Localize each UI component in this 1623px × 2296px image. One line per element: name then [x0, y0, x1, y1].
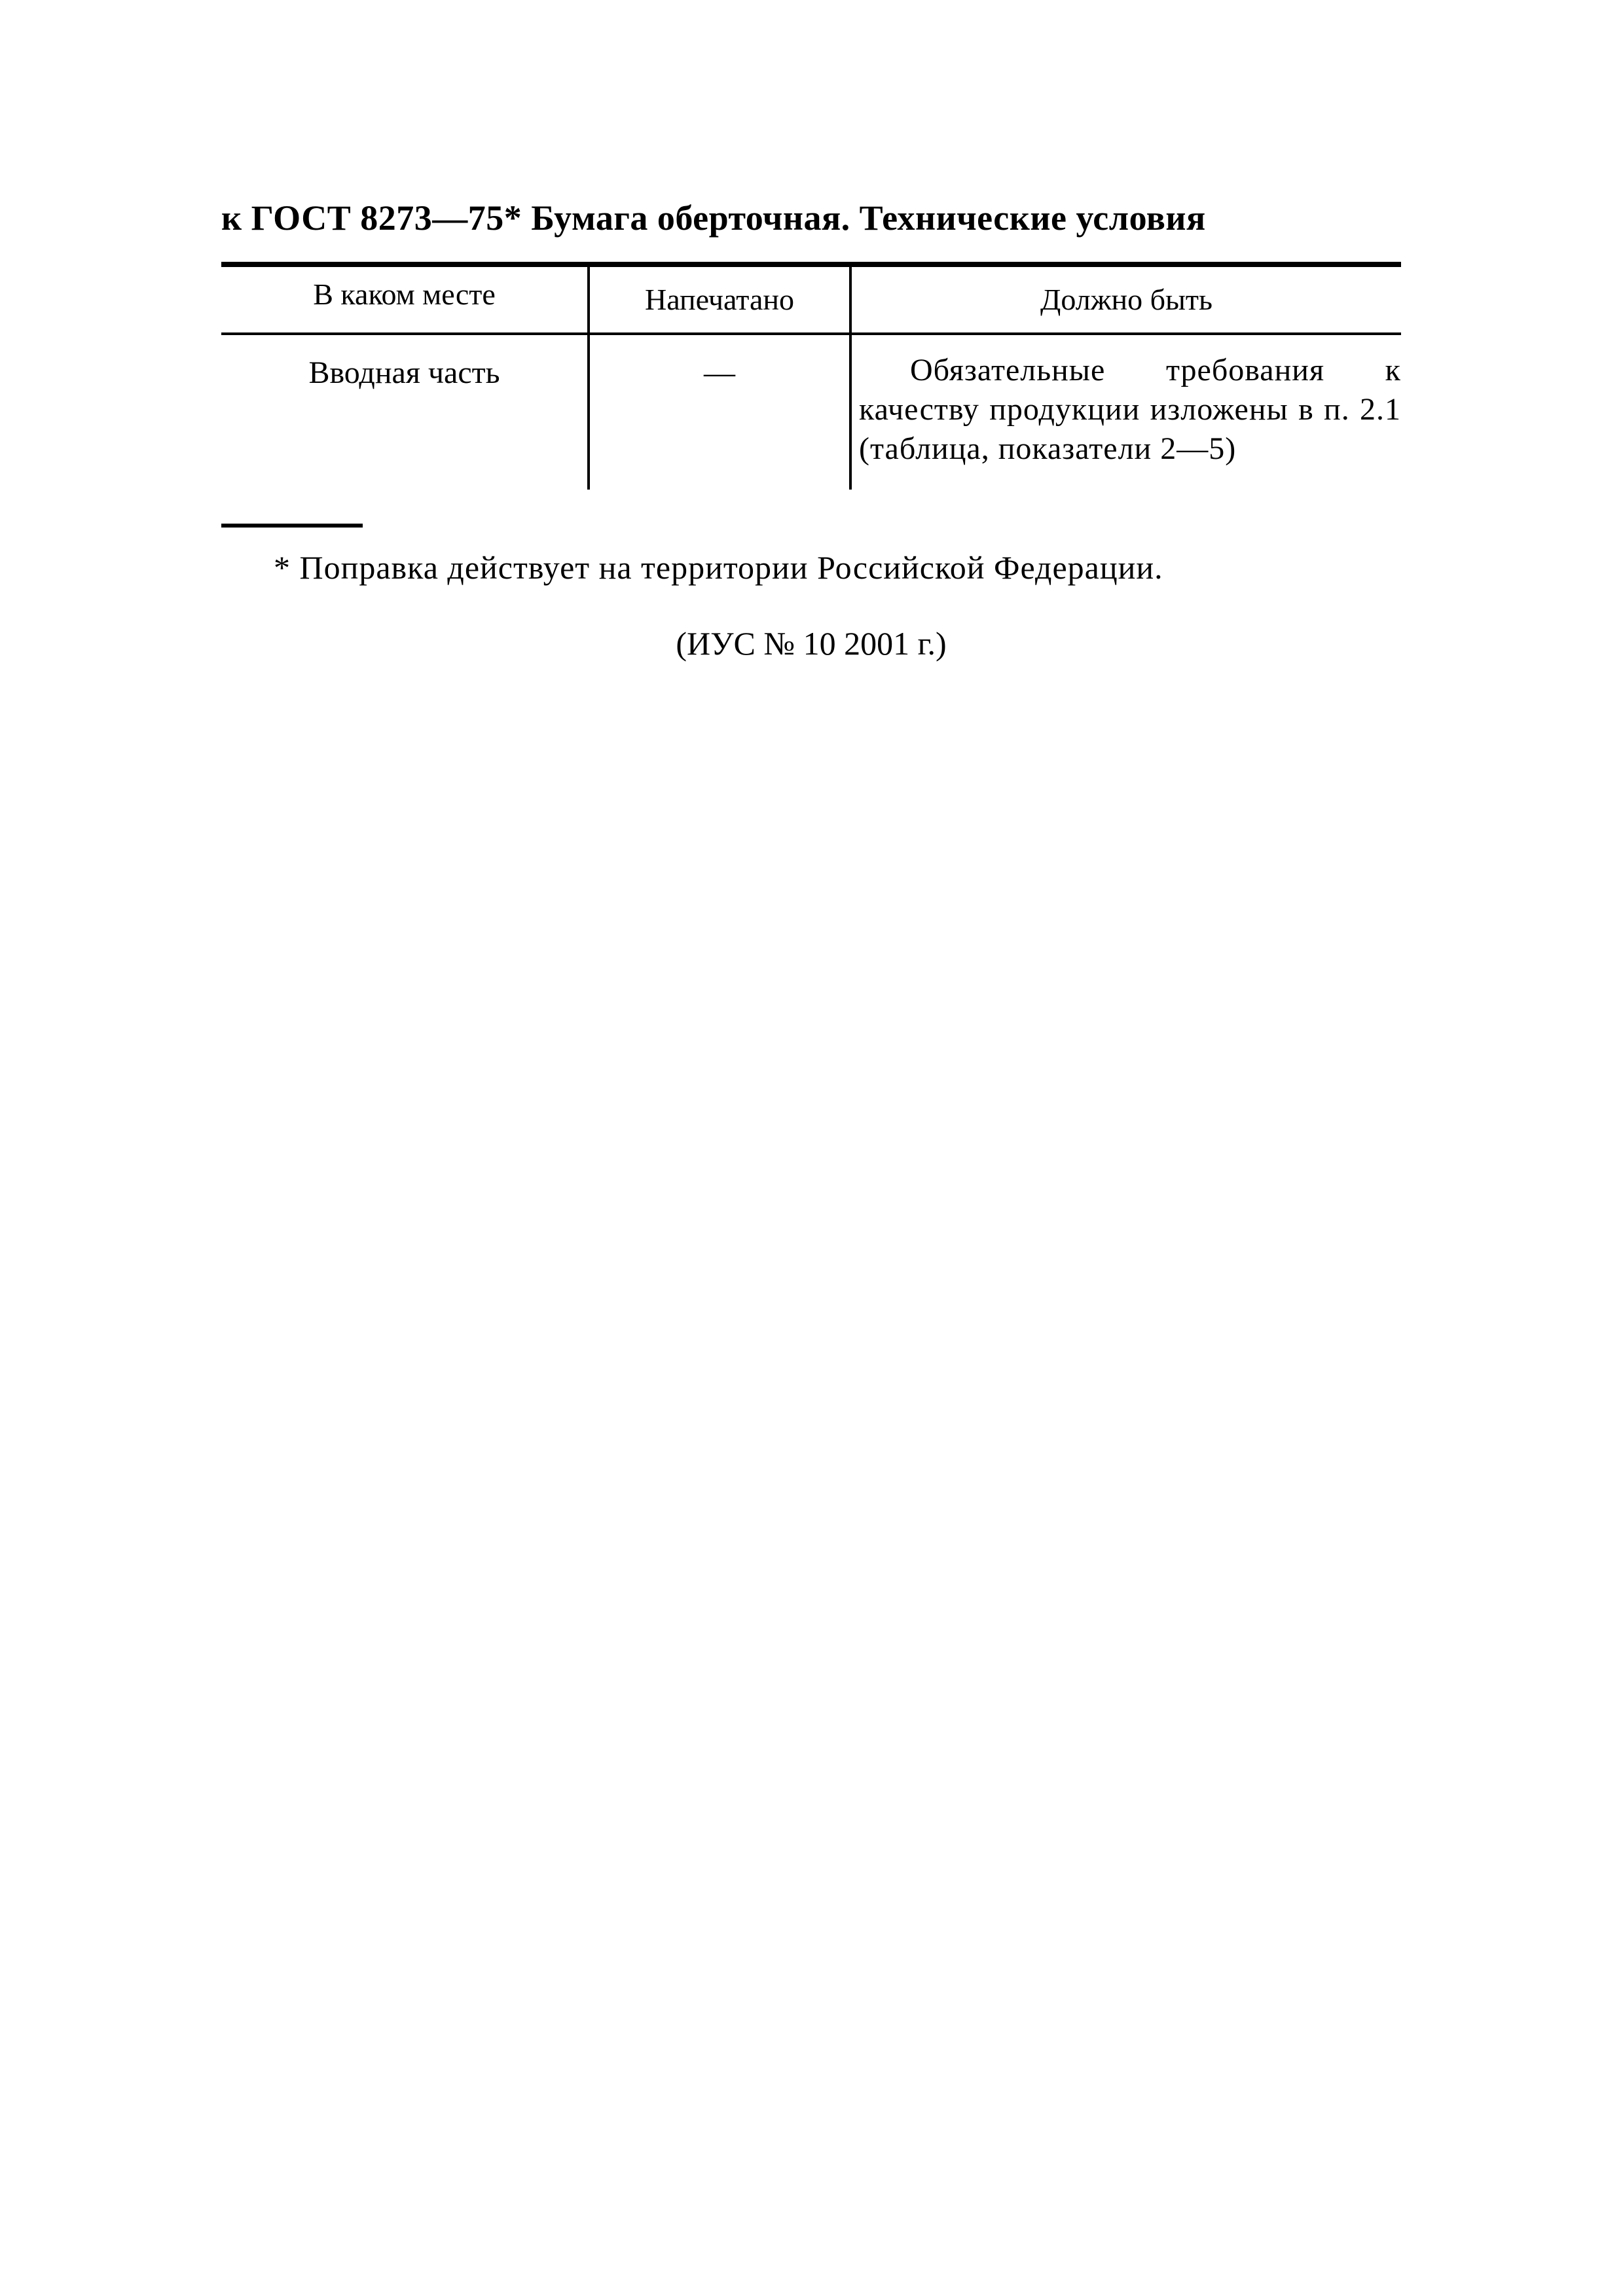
column-header-printed: Напечатано: [645, 283, 794, 316]
source-reference: (ИУС № 10 2001 г.): [676, 625, 947, 662]
table-cell-should-be-wrapper: [859, 351, 1401, 469]
table-cell-should-be: Обязательные требования к качеству продукции изложены в п. 2.1 (таблица, показатели 2—5): [859, 353, 1401, 466]
column-header-should-be: Должно быть: [1040, 283, 1213, 316]
table-cell-where: Вводная часть: [308, 355, 500, 390]
footnote-rule: [221, 524, 363, 528]
table-header-rule: [221, 332, 1401, 335]
table-cell-printed: —: [704, 355, 735, 390]
column-header-where: В каком месте: [313, 278, 496, 311]
table-top-rule: [221, 262, 1401, 267]
amendment-heading: к ГОСТ 8273—75* Бумага оберточная. Технические условия: [221, 198, 1206, 238]
footnote-text: * Поправка действует на территории Российской Федерации.: [274, 549, 1163, 586]
